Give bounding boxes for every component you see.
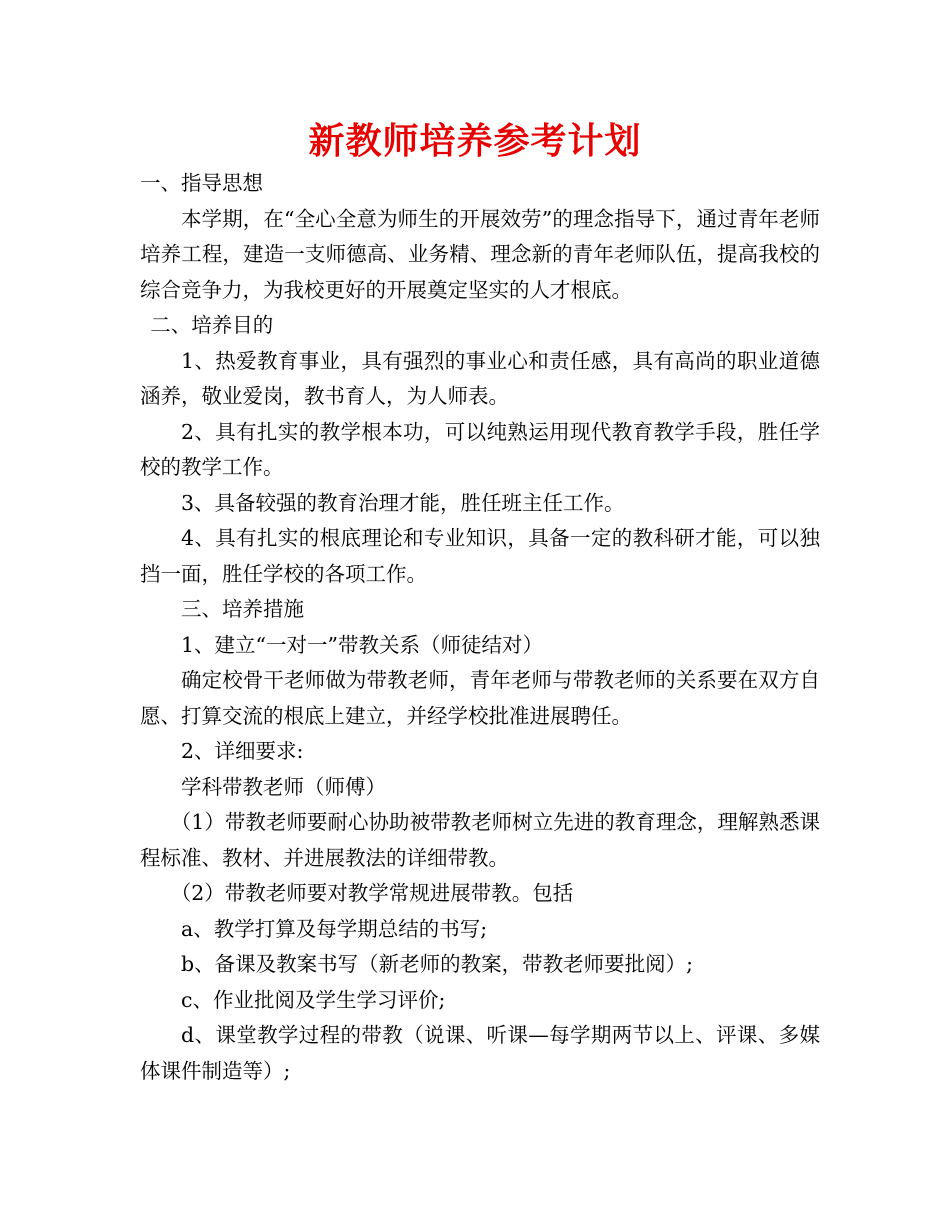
document-title: 新教师培养参考计划 [308,121,642,162]
section-heading-training-measures: 三、培养措施 [181,597,304,621]
paragraph: 学科带教老师（师傅） [181,774,386,799]
paragraph: 本学期，在“全心全意为师生的开展效劳”的理念指导下，通过青年老师培养工程，建造一支师德高、业务精、理念新的青年老师队伍，提高我校的综合竞争力，为我校更好的开展奠定坚实的人才根底。 [140,206,820,302]
list-item: d、课堂教学过程的带教（说课、听课—每学期两节以上、评课、多媒体课件制造等）; [140,1023,820,1083]
paragraph: （1）带教老师要耐心协助被带教老师树立先进的教育理念，理解熟悉课程标准、教材、并进展教法的详细带教。 [140,810,820,870]
paragraph: 1、热爱教育事业，具有强烈的事业心和责任感，具有高尚的职业道德涵养，敬业爱岗，教书育人，为人师表。 [140,348,820,408]
paragraph: （2）带教老师要对教学常规进展带教。包括 [170,881,574,905]
paragraph: 4、具有扎实的根底理论和专业知识，具备一定的教科研才能，可以独挡一面，胜任学校的各项工作。 [140,526,820,586]
list-item: c、作业批阅及学生学习评价; [181,987,446,1012]
section-heading-training-goals: 二、培养目的 [150,313,274,337]
list-item: b、备课及教案书写（新老师的教案，带教老师要批阅）; [181,952,694,976]
list-item: a、教学打算及每学期总结的书写; [181,916,488,941]
paragraph: 2、详细要求: [181,739,304,763]
paragraph: 确定校骨干老师做为带教老师，青年老师与带教老师的关系要在双方自愿、打算交流的根底上建立，并经学校批准进展聘任。 [140,668,820,728]
paragraph: 2、具有扎实的教学根本功，可以纯熟运用现代教育教学手段，胜任学校的教学工作。 [140,419,820,479]
section-heading-guiding-ideology: 一、指导思想 [140,171,263,195]
paragraph: 1、建立“一对一”带教关系（师徒结对） [181,632,544,657]
document-body [140,166,820,1089]
paragraph: 3、具备较强的教育治理才能，胜任班主任工作。 [181,490,625,515]
